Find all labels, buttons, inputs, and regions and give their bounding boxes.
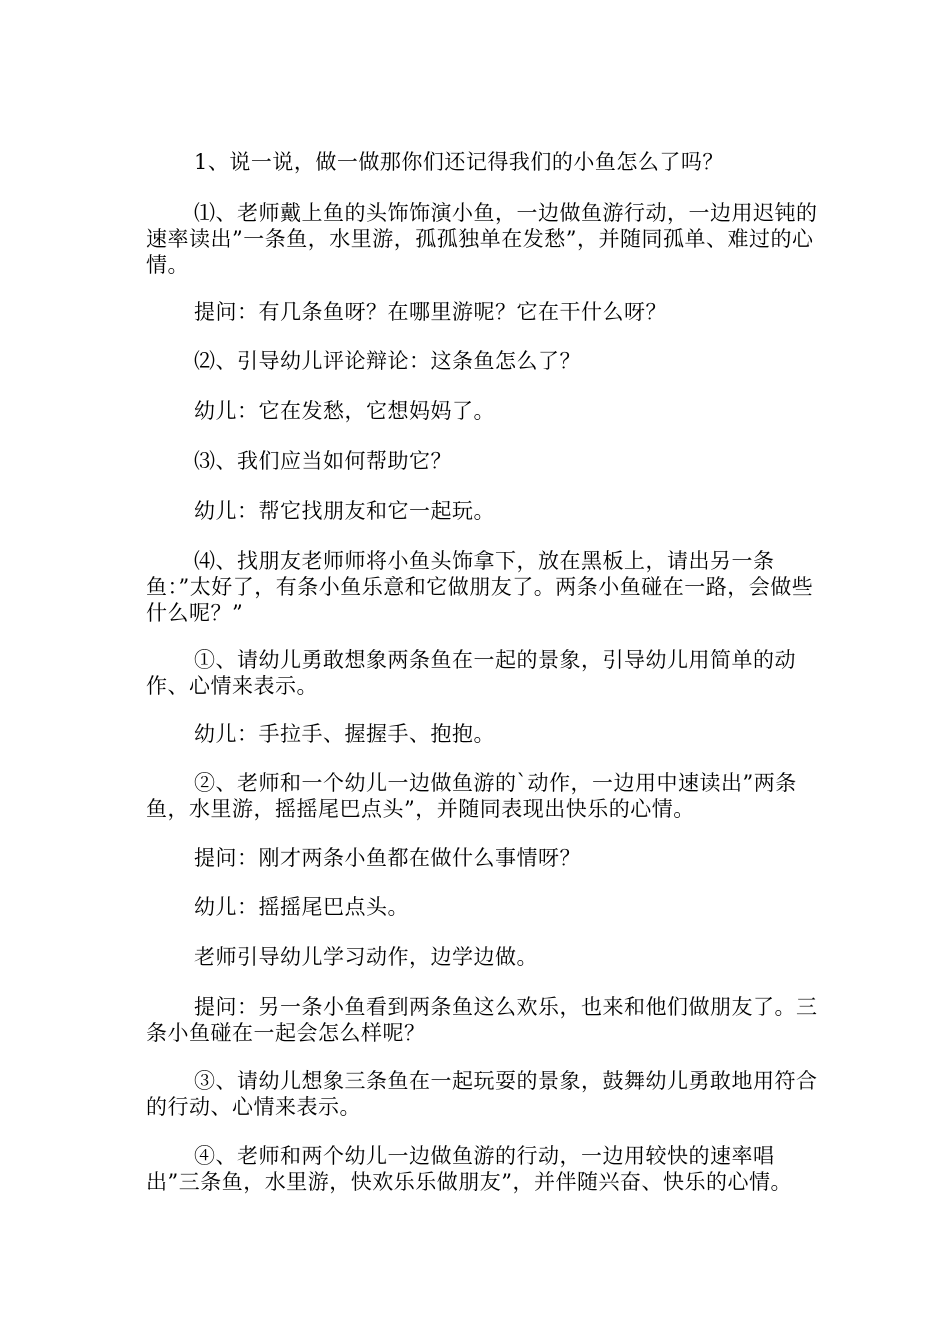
paragraph-12: 提问：刚才两条小鱼都在做什么事情呀？ <box>194 846 581 870</box>
paragraph-2: ⑴、老师戴上鱼的头饰饰演小鱼，一边做鱼游行动，一边用迟钝的速率读出”一条鱼，水里游，孤孤独单在发愁”，并随同孤单、难过的心情。 <box>146 201 818 277</box>
paragraph-5: 幼儿：它在发愁，它想妈妈了。 <box>194 399 495 423</box>
paragraph-14: 老师引导幼儿学习动作，边学边做。 <box>194 945 538 969</box>
paragraph-11: ②、老师和一个幼儿一边做鱼游的`动作，一边用中速读出”两条鱼，水里游，摇摇尾巴点头”，并随同表现出快乐的心情。 <box>146 771 797 821</box>
paragraph-9: ①、请幼儿勇敢想象两条鱼在一起的景象，引导幼儿用简单的动作、心情来表示。 <box>146 648 796 698</box>
paragraph-15: 提问：另一条小鱼看到两条鱼这么欢乐，也来和他们做朋友了。三条小鱼碰在一起会怎么样呢？ <box>146 995 818 1045</box>
paragraph-1: 1、说一说，做一做那你们还记得我们的小鱼怎么了吗？ <box>194 150 724 174</box>
paragraph-13: 幼儿：摇摇尾巴点头。 <box>194 895 409 919</box>
paragraph-6: ⑶、我们应当如何帮助它？ <box>194 449 452 473</box>
paragraph-7: 幼儿：帮它找朋友和它一起玩。 <box>194 499 495 523</box>
paragraph-3: 提问：有几条鱼呀？在哪里游呢？它在干什么呀？ <box>194 300 667 324</box>
paragraph-16: ③、请幼儿想象三条鱼在一起玩耍的景象，鼓舞幼儿勇敢地用符合的行动、心情来表示。 <box>146 1069 818 1119</box>
paragraph-17: ④、老师和两个幼儿一边做鱼游的行动，一边用较快的速率唱出”三条鱼，水里游，快欢乐乐做朋友”，并伴随兴奋、快乐的心情。 <box>146 1144 792 1194</box>
paragraph-4: ⑵、引导幼儿评论辩论：这条鱼怎么了？ <box>194 349 581 373</box>
paragraph-8: ⑷、找朋友老师师将小鱼头饰拿下，放在黑板上，请出另一条鱼：”太好了，有条小鱼乐意和它做朋友了。两条小鱼碰在一路，会做些什么呢？” <box>146 549 814 625</box>
paragraph-10: 幼儿：手拉手、握握手、抱抱。 <box>194 722 495 746</box>
